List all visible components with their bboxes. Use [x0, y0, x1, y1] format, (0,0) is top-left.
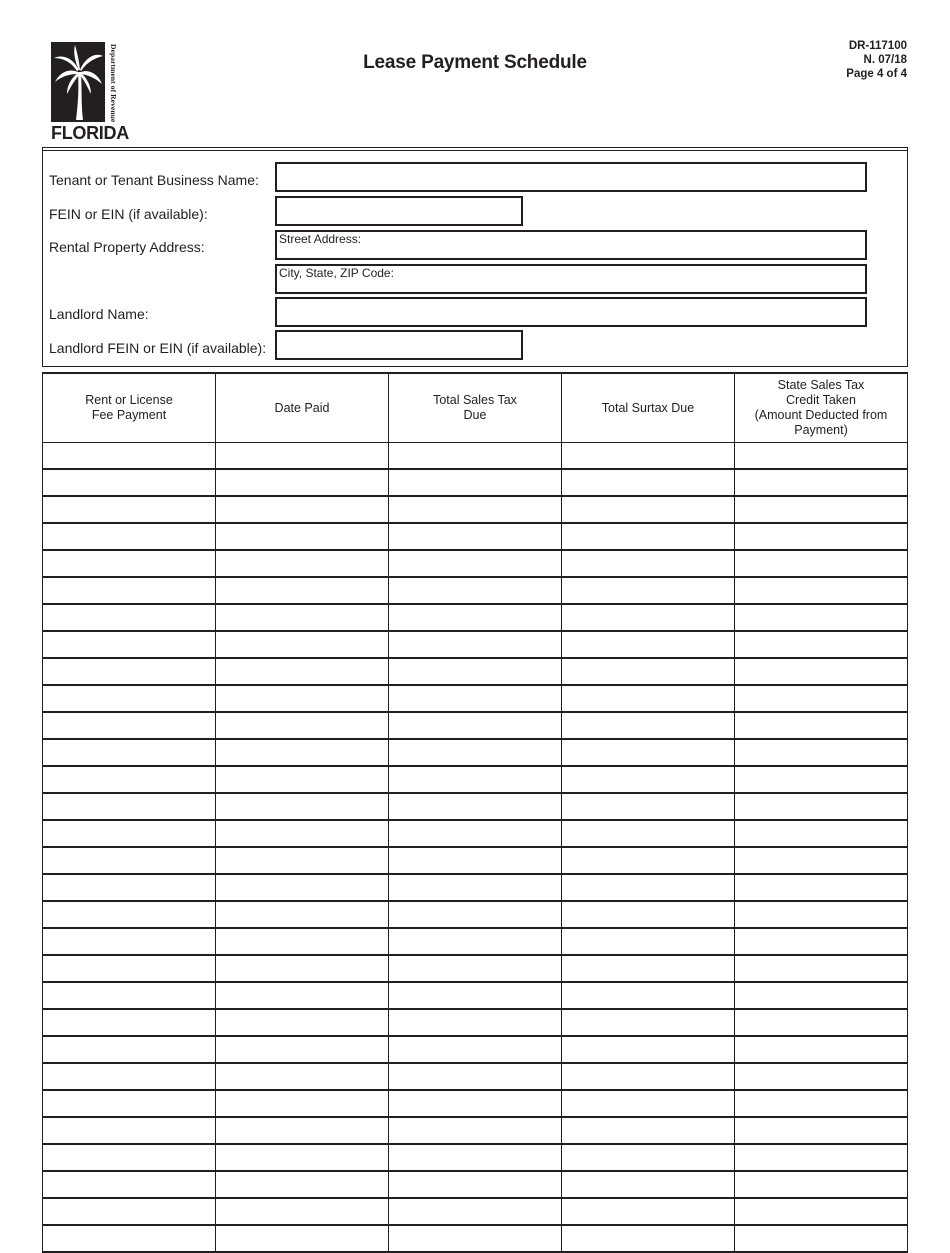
column-header-rent-payment: Rent or License Fee Payment	[43, 373, 216, 443]
table-cell[interactable]	[43, 1063, 216, 1090]
street-address-field[interactable]	[275, 230, 867, 260]
table-row	[43, 712, 908, 739]
table-cell[interactable]	[43, 901, 216, 928]
table-cell[interactable]	[562, 766, 735, 793]
fein-field[interactable]	[275, 196, 523, 226]
table-cell[interactable]	[735, 1009, 908, 1036]
table-cell[interactable]	[562, 1171, 735, 1198]
table-row	[43, 685, 908, 712]
table-cell[interactable]	[43, 928, 216, 955]
table-cell[interactable]	[389, 874, 562, 901]
landlord-name-field[interactable]	[275, 297, 867, 327]
table-cell[interactable]	[735, 550, 908, 577]
table-cell[interactable]	[389, 1063, 562, 1090]
form-revision: N. 07/18	[863, 54, 907, 66]
table-cell[interactable]	[735, 523, 908, 550]
table-cell[interactable]	[43, 577, 216, 604]
table-cell[interactable]	[562, 847, 735, 874]
palm-tree-icon	[51, 42, 105, 122]
table-cell[interactable]	[735, 982, 908, 1009]
city-state-zip-sublabel: City, State, ZIP Code:	[279, 266, 394, 280]
table-cell[interactable]	[43, 550, 216, 577]
table-cell[interactable]	[389, 1144, 562, 1171]
table-cell[interactable]	[389, 928, 562, 955]
table-cell[interactable]	[216, 1009, 389, 1036]
table-cell[interactable]	[389, 1225, 562, 1252]
table-row	[43, 631, 908, 658]
column-header-sales-tax-due: Total Sales Tax Due	[389, 373, 562, 443]
table-cell[interactable]	[216, 604, 389, 631]
table-cell[interactable]	[562, 1144, 735, 1171]
table-cell[interactable]	[562, 496, 735, 523]
table-cell[interactable]	[735, 1171, 908, 1198]
table-cell[interactable]	[216, 712, 389, 739]
table-cell[interactable]	[389, 1198, 562, 1225]
table-cell[interactable]	[389, 550, 562, 577]
city-state-zip-field[interactable]	[275, 264, 867, 294]
table-cell[interactable]	[389, 982, 562, 1009]
table-cell[interactable]	[389, 1171, 562, 1198]
column-header-surtax-due: Total Surtax Due	[562, 373, 735, 443]
table-cell[interactable]	[735, 685, 908, 712]
table-row	[43, 766, 908, 793]
table-cell[interactable]	[389, 766, 562, 793]
column-header-credit-taken: State Sales Tax Credit Taken (Amount Deducted from Payment)	[735, 373, 908, 443]
table-cell[interactable]	[389, 1090, 562, 1117]
table-cell[interactable]	[43, 443, 216, 470]
table-cell[interactable]	[43, 685, 216, 712]
landlord-fein-field[interactable]	[275, 330, 523, 360]
table-cell[interactable]	[43, 1090, 216, 1117]
table-cell[interactable]	[43, 658, 216, 685]
street-address-sublabel: Street Address:	[279, 232, 362, 246]
table-cell[interactable]	[562, 469, 735, 496]
table-cell[interactable]	[43, 1171, 216, 1198]
table-cell[interactable]	[735, 739, 908, 766]
table-row	[43, 1198, 908, 1225]
table-cell[interactable]	[216, 1063, 389, 1090]
table-cell[interactable]	[216, 820, 389, 847]
table-cell[interactable]	[562, 1090, 735, 1117]
table-header-row	[43, 373, 908, 443]
table-cell[interactable]	[562, 1117, 735, 1144]
table-cell[interactable]	[562, 1036, 735, 1063]
table-cell[interactable]	[216, 550, 389, 577]
table-cell[interactable]	[735, 577, 908, 604]
table-cell[interactable]	[389, 955, 562, 982]
table-cell[interactable]	[43, 496, 216, 523]
table-cell[interactable]	[562, 523, 735, 550]
table-cell[interactable]	[43, 874, 216, 901]
form-identifier	[846, 39, 907, 81]
table-cell[interactable]	[389, 1009, 562, 1036]
table-cell[interactable]	[43, 1198, 216, 1225]
table-cell[interactable]	[735, 793, 908, 820]
table-cell[interactable]	[216, 982, 389, 1009]
table-cell[interactable]	[43, 847, 216, 874]
table-row	[43, 901, 908, 928]
table-cell[interactable]	[43, 604, 216, 631]
table-cell[interactable]	[735, 874, 908, 901]
table-cell[interactable]	[216, 1090, 389, 1117]
table-cell[interactable]	[216, 577, 389, 604]
table-cell[interactable]	[389, 604, 562, 631]
table-cell[interactable]	[43, 631, 216, 658]
table-cell[interactable]	[389, 712, 562, 739]
table-cell[interactable]	[216, 1198, 389, 1225]
table-cell[interactable]	[43, 793, 216, 820]
table-cell[interactable]	[389, 469, 562, 496]
table-cell[interactable]	[735, 658, 908, 685]
table-cell[interactable]	[735, 1117, 908, 1144]
table-cell[interactable]	[735, 712, 908, 739]
table-cell[interactable]	[735, 1063, 908, 1090]
table-cell[interactable]	[389, 577, 562, 604]
table-cell[interactable]	[216, 496, 389, 523]
table-cell[interactable]	[216, 1171, 389, 1198]
table-cell[interactable]	[216, 901, 389, 928]
table-row	[43, 1063, 908, 1090]
table-cell[interactable]	[216, 685, 389, 712]
florida-dor-logo	[51, 42, 129, 144]
table-cell[interactable]	[216, 874, 389, 901]
page-number: Page 4 of 4	[846, 68, 907, 80]
table-cell[interactable]	[735, 443, 908, 470]
table-cell[interactable]	[735, 604, 908, 631]
table-cell[interactable]	[562, 820, 735, 847]
table-cell[interactable]	[562, 982, 735, 1009]
landlord-name-label: Landlord Name:	[49, 306, 149, 322]
table-cell[interactable]	[389, 443, 562, 470]
table-cell[interactable]	[562, 901, 735, 928]
table-cell[interactable]	[43, 955, 216, 982]
table-cell[interactable]	[735, 928, 908, 955]
fein-label: FEIN or EIN (if available):	[49, 206, 208, 222]
table-cell[interactable]	[43, 766, 216, 793]
table-cell[interactable]	[43, 982, 216, 1009]
table-cell[interactable]	[389, 847, 562, 874]
table-cell[interactable]	[562, 1009, 735, 1036]
table-cell[interactable]	[389, 739, 562, 766]
table-cell[interactable]	[562, 658, 735, 685]
table-cell[interactable]	[389, 793, 562, 820]
table-cell[interactable]	[562, 955, 735, 982]
table-cell[interactable]	[562, 577, 735, 604]
landlord-fein-label: Landlord FEIN or EIN (if available):	[49, 340, 267, 356]
table-cell[interactable]	[735, 1225, 908, 1252]
table-row	[43, 443, 908, 470]
table-cell[interactable]	[43, 1117, 216, 1144]
table-row	[43, 1090, 908, 1117]
table-cell[interactable]	[735, 631, 908, 658]
table-cell[interactable]	[562, 793, 735, 820]
table-cell[interactable]	[43, 1144, 216, 1171]
table-cell[interactable]	[216, 955, 389, 982]
table-row	[43, 1144, 908, 1171]
table-cell[interactable]	[216, 443, 389, 470]
form-number: DR-117100	[848, 40, 907, 52]
table-cell[interactable]	[389, 658, 562, 685]
table-cell[interactable]	[389, 1036, 562, 1063]
table-cell[interactable]	[216, 658, 389, 685]
florida-wordmark: FLORIDA	[51, 123, 129, 143]
party-information-section	[42, 147, 908, 367]
table-cell[interactable]	[43, 1225, 216, 1252]
table-cell[interactable]	[43, 1009, 216, 1036]
table-cell[interactable]	[216, 469, 389, 496]
table-row	[43, 847, 908, 874]
page-title: Lease Payment Schedule	[363, 52, 587, 73]
table-cell[interactable]	[562, 685, 735, 712]
table-cell[interactable]	[562, 604, 735, 631]
column-header-date-paid: Date Paid	[216, 373, 389, 443]
tenant-name-field[interactable]	[275, 162, 867, 192]
table-cell[interactable]	[216, 1036, 389, 1063]
table-cell[interactable]	[735, 901, 908, 928]
table-cell[interactable]	[216, 523, 389, 550]
table-row	[43, 469, 908, 496]
table-cell[interactable]	[735, 820, 908, 847]
table-cell[interactable]	[43, 739, 216, 766]
table-row	[43, 793, 908, 820]
table-cell[interactable]	[43, 523, 216, 550]
payment-schedule-table	[42, 372, 908, 1253]
table-row	[43, 1009, 908, 1036]
table-cell[interactable]	[562, 739, 735, 766]
table-row	[43, 820, 908, 847]
table-row	[43, 577, 908, 604]
table-row	[43, 955, 908, 982]
rental-address-label: Rental Property Address:	[49, 239, 205, 255]
table-row	[43, 982, 908, 1009]
tenant-name-label: Tenant or Tenant Business Name:	[49, 172, 259, 188]
table-cell[interactable]	[735, 1036, 908, 1063]
table-cell[interactable]	[389, 496, 562, 523]
table-cell[interactable]	[562, 1198, 735, 1225]
department-of-revenue-text: Department of Revenue	[109, 44, 118, 123]
table-cell[interactable]	[216, 1117, 389, 1144]
table-row	[43, 1036, 908, 1063]
table-row	[43, 874, 908, 901]
table-cell[interactable]	[562, 443, 735, 470]
table-cell[interactable]	[562, 631, 735, 658]
table-body	[43, 443, 908, 1253]
table-cell[interactable]	[562, 928, 735, 955]
table-row	[43, 739, 908, 766]
table-cell[interactable]	[43, 1036, 216, 1063]
table-row	[43, 604, 908, 631]
table-cell[interactable]	[389, 901, 562, 928]
table-cell[interactable]	[216, 1144, 389, 1171]
table-cell[interactable]	[735, 847, 908, 874]
table-row	[43, 928, 908, 955]
table-row	[43, 1225, 908, 1252]
table-row	[43, 658, 908, 685]
table-cell[interactable]	[735, 955, 908, 982]
table-cell[interactable]	[562, 712, 735, 739]
table-cell[interactable]	[389, 631, 562, 658]
table-cell[interactable]	[389, 523, 562, 550]
table-cell[interactable]	[562, 550, 735, 577]
table-row	[43, 1171, 908, 1198]
table-cell[interactable]	[216, 847, 389, 874]
table-row	[43, 550, 908, 577]
table-cell[interactable]	[735, 469, 908, 496]
table-cell[interactable]	[735, 766, 908, 793]
table-cell[interactable]	[562, 1225, 735, 1252]
table-cell[interactable]	[389, 820, 562, 847]
table-row	[43, 523, 908, 550]
table-cell[interactable]	[389, 1117, 562, 1144]
table-cell[interactable]	[735, 496, 908, 523]
table-cell[interactable]	[216, 928, 389, 955]
table-cell[interactable]	[216, 1225, 389, 1252]
table-cell[interactable]	[43, 712, 216, 739]
table-cell[interactable]	[216, 766, 389, 793]
table-cell[interactable]	[562, 1063, 735, 1090]
table-cell[interactable]	[735, 1090, 908, 1117]
table-cell[interactable]	[562, 874, 735, 901]
table-cell[interactable]	[43, 469, 216, 496]
table-cell[interactable]	[216, 793, 389, 820]
table-row	[43, 1117, 908, 1144]
table-cell[interactable]	[735, 1144, 908, 1171]
table-cell[interactable]	[216, 739, 389, 766]
table-cell[interactable]	[43, 820, 216, 847]
table-cell[interactable]	[389, 685, 562, 712]
table-cell[interactable]	[735, 1198, 908, 1225]
table-row	[43, 496, 908, 523]
table-cell[interactable]	[216, 631, 389, 658]
